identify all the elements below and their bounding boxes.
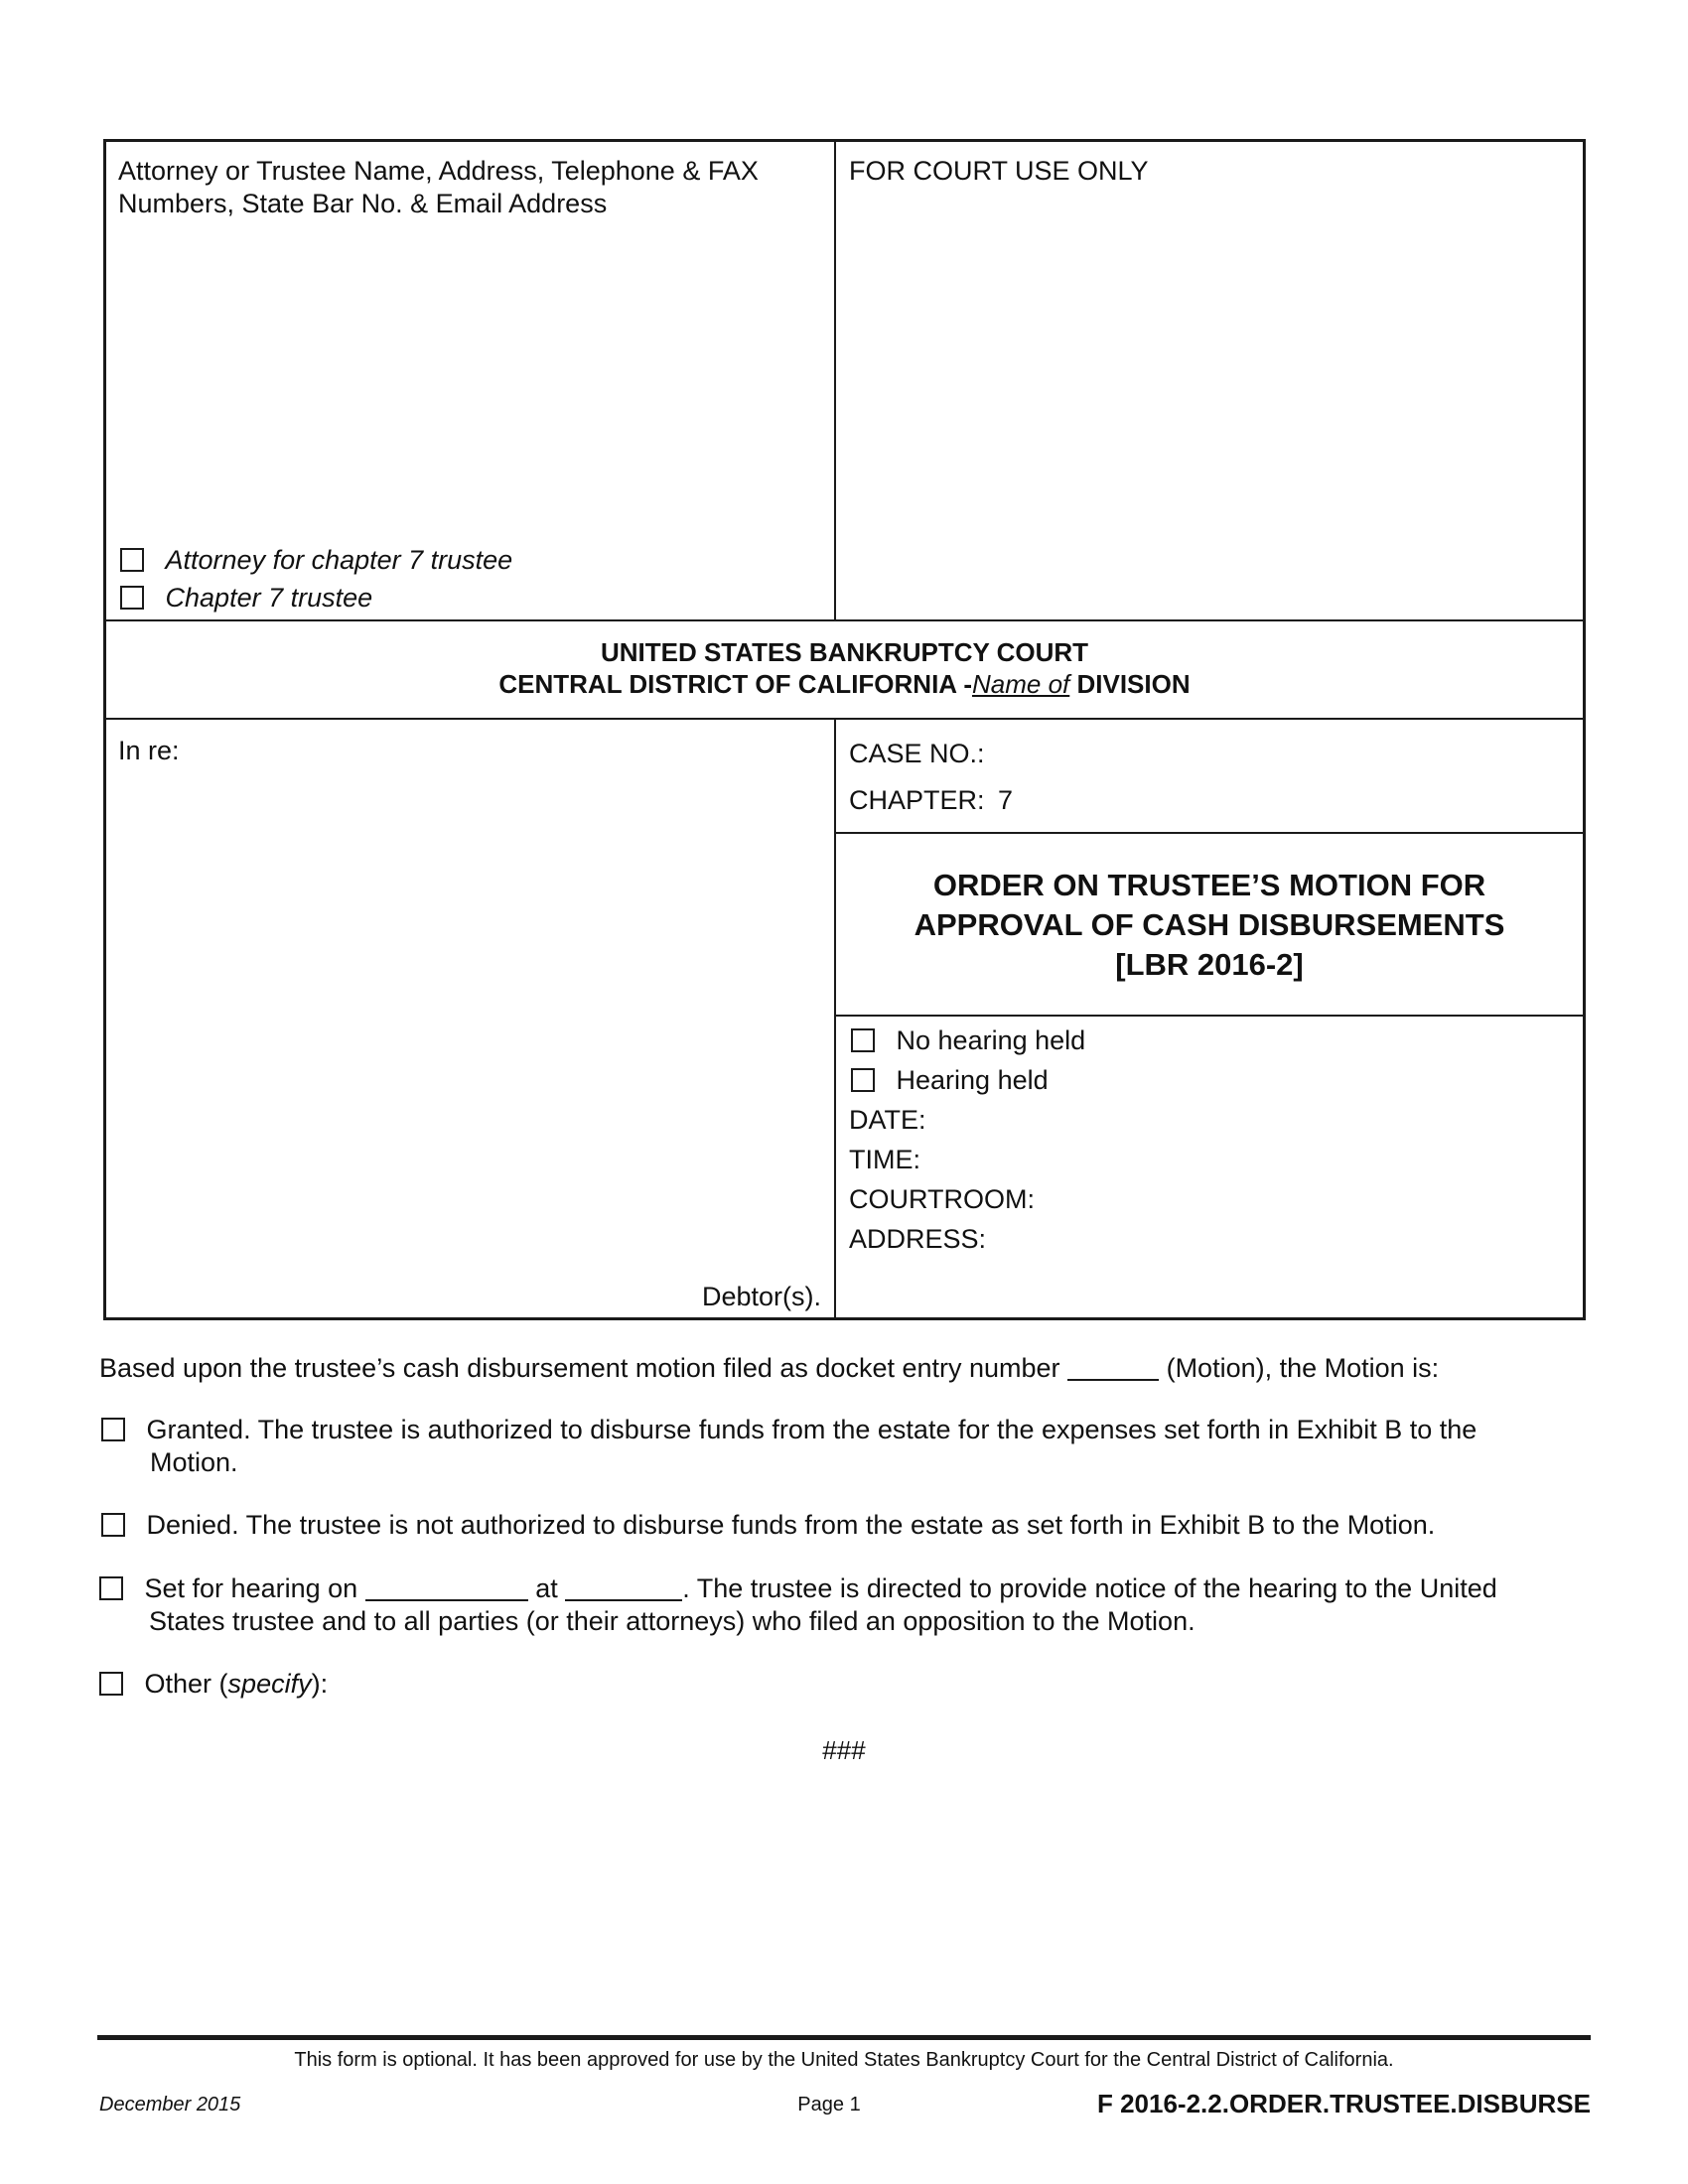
hearing-courtroom-label: COURTROOM: xyxy=(849,1184,1035,1214)
chapter-row xyxy=(849,784,1013,817)
checkbox-other[interactable] xyxy=(99,1672,123,1696)
order-title xyxy=(836,866,1583,985)
option-denied xyxy=(101,1509,1591,1542)
option-other: Other (specify): xyxy=(99,1668,1589,1701)
hearing-option-label: No hearing held xyxy=(896,1025,1086,1055)
checkbox-set-for-hearing[interactable] xyxy=(99,1576,123,1600)
hearing-option-held[interactable] xyxy=(851,1064,1049,1097)
divider-lower-vertical xyxy=(834,718,836,1319)
granted-text: Granted. The trustee is authorized to disburse funds from the estate for the expenses set forth in Exhibit B to the xyxy=(146,1415,1477,1444)
division-name-placeholder: Name of xyxy=(972,668,1070,699)
granted-text-cont: Motion. xyxy=(150,1446,238,1477)
end-mark: ### xyxy=(822,1735,866,1765)
footer-date: December 2015 xyxy=(99,2094,241,2116)
chapter-value: 7 xyxy=(998,785,1014,815)
hearing-time-label: TIME: xyxy=(849,1145,920,1174)
attorney-block xyxy=(118,155,813,220)
hearing-address-label: ADDRESS: xyxy=(849,1224,987,1254)
divider-court-top xyxy=(103,619,1586,621)
court-district: CENTRAL DISTRICT OF CALIFORNIA -Name of DIVISION xyxy=(498,668,1191,699)
court-use-label: FOR COURT USE ONLY xyxy=(849,156,1149,186)
divider-title-hearing xyxy=(834,1015,1586,1017)
footer-rule xyxy=(97,2035,1591,2040)
frame-right xyxy=(1583,139,1586,1320)
frame-left xyxy=(103,139,106,1320)
checkbox-no-hearing[interactable] xyxy=(851,1028,875,1052)
order-title-line3: [LBR 2016-2] xyxy=(1115,947,1304,982)
chapter-label: CHAPTER: xyxy=(849,785,985,815)
option-set-for-hearing: Set for hearing on at . The trustee is directed to provide notice of the hearing to the United States trustee and to all parties (or their attorneys) who filed an opposition to the Motion. xyxy=(99,1572,1599,1638)
frame-top xyxy=(103,139,1586,142)
divider-case-title xyxy=(834,832,1586,834)
in-re-label: In re: xyxy=(118,736,180,765)
checkbox-granted[interactable] xyxy=(101,1418,125,1441)
case-no-label: CASE NO.: xyxy=(849,739,985,768)
attorney-block-label: Attorney or Trustee Name, Address, Telephone & FAX Numbers, State Bar No. & Email Address xyxy=(118,156,759,218)
hearing-date-label: DATE: xyxy=(849,1105,926,1135)
court-banner xyxy=(103,637,1586,700)
checkbox-chapter-7-trustee[interactable] xyxy=(120,586,144,610)
debtor-label: Debtor(s). xyxy=(701,1282,821,1311)
hearing-option-label: Hearing held xyxy=(896,1065,1049,1095)
checkbox-attorney-for-trustee[interactable] xyxy=(120,548,144,572)
footer-page: Page 1 xyxy=(797,2094,861,2116)
frame-bottom xyxy=(103,1317,1586,1320)
checkbox-denied[interactable] xyxy=(101,1513,125,1537)
role-option-label: Attorney for chapter 7 trustee xyxy=(165,545,513,575)
hearing-date-blank[interactable] xyxy=(365,1572,528,1601)
intro-paragraph: Based upon the trustee’s cash disbursement motion filed as docket entry number (Motion), the Motion is: xyxy=(99,1353,1440,1383)
role-option-attorney[interactable] xyxy=(120,544,512,577)
divider-top-vertical xyxy=(834,139,836,620)
court-name: UNITED STATES BANKRUPTCY COURT xyxy=(600,637,1089,667)
denied-text: Denied. The trustee is not authorized to disburse funds from the estate as set forth in Exhibit B to the Motion. xyxy=(146,1510,1436,1540)
divider-court-bottom xyxy=(103,718,1586,720)
docket-entry-blank[interactable] xyxy=(1067,1352,1159,1381)
order-title-line2: APPROVAL OF CASH DISBURSEMENTS xyxy=(914,907,1505,942)
role-option-label: Chapter 7 trustee xyxy=(165,583,373,613)
role-option-trustee[interactable] xyxy=(120,582,372,614)
footer-form-id: F 2016-2.2.ORDER.TRUSTEE.DISBURSE xyxy=(1096,2089,1591,2118)
option-granted xyxy=(101,1414,1591,1479)
checkbox-hearing-held[interactable] xyxy=(851,1068,875,1092)
hearing-text-cont: States trustee and to all parties (or their attorneys) who filed an opposition to the Motion. xyxy=(149,1605,1196,1636)
order-title-line1: ORDER ON TRUSTEE’S MOTION FOR xyxy=(932,868,1486,902)
footer-notice: This form is optional. It has been approved for use by the United States Bankruptcy Court for the Central District of California. xyxy=(294,2049,1394,2071)
hearing-option-none[interactable] xyxy=(851,1024,1085,1057)
hearing-time-blank[interactable] xyxy=(565,1572,682,1601)
